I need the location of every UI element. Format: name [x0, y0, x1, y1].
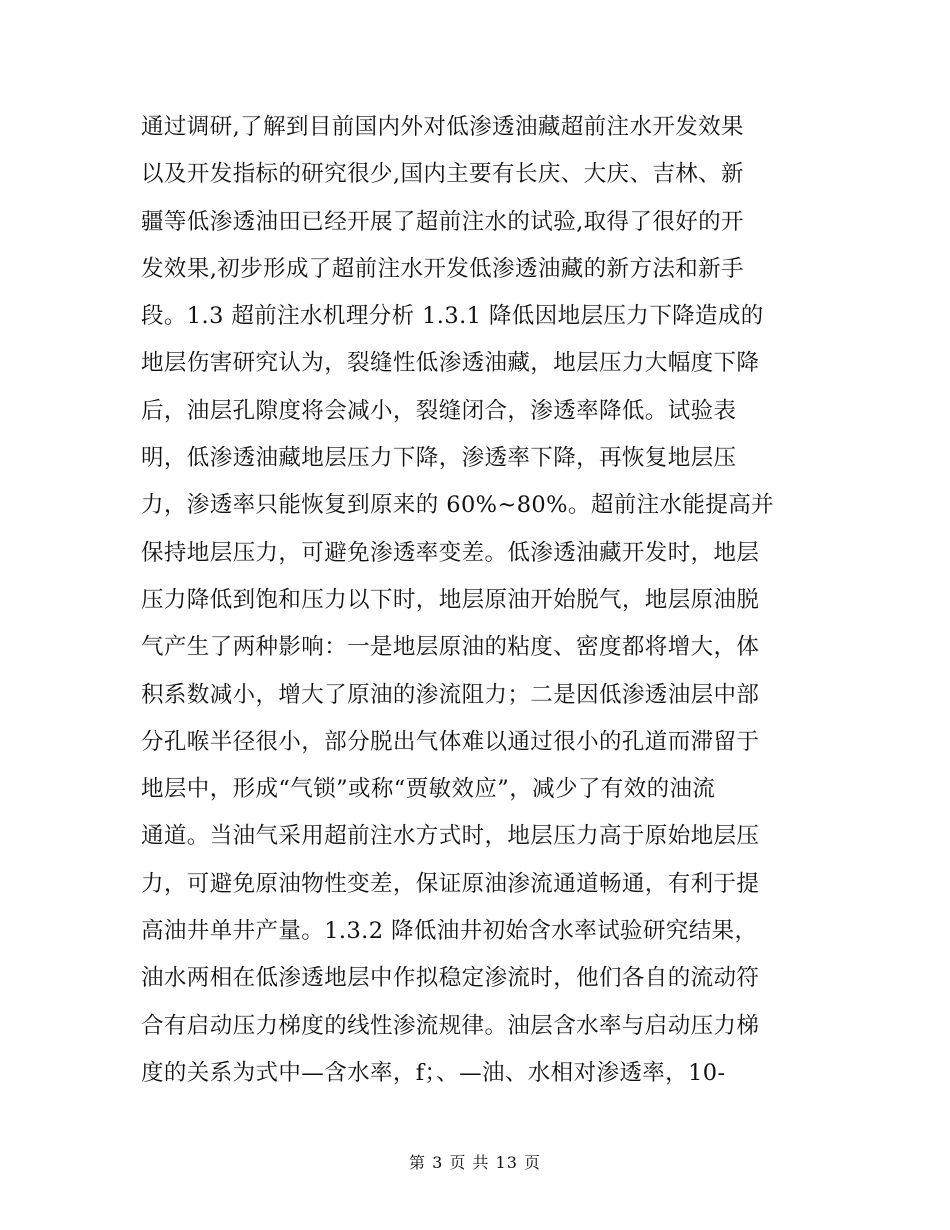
- text-line: 分孔喉半径很小，部分脱出气体难以通过很小的孔道而滞留于: [141, 728, 760, 755]
- text-line: 度的关系为式中—含水率，f；、—油、水相对渗透率，10-: [141, 1059, 726, 1086]
- text-line: 高油井单井产量。1.3.2 降低油井初始含水率试验研究结果，: [141, 918, 758, 945]
- text-line: 地层中，形成“气锁”或称“贾敏效应”，减少了有效的油流: [141, 776, 716, 803]
- text-line: 力，渗透率只能恢复到原来的 60%~80%。超前注水能提高并: [141, 492, 775, 519]
- text-line: 通过调研,了解到目前国内外对低渗透油藏超前注水开发效果: [141, 114, 744, 140]
- text-line: 疆等低渗透油田已经开展了超前注水的试验,取得了很好的开: [141, 208, 744, 235]
- text-line: 发效果,初步形成了超前注水开发低渗透油藏的新方法和新手: [141, 255, 744, 282]
- text-line: 压力降低到饱和压力以下时，地层原油开始脱气，地层原油脱: [141, 586, 760, 613]
- text-line: 力，可避免原油物性变差，保证原油渗流通道畅通，有利于提: [141, 870, 760, 897]
- text-line: 段。1.3 超前注水机理分析 1.3.1 降低因地层压力下降造成的: [141, 303, 764, 330]
- text-line: 以及开发指标的研究很少,国内主要有长庆、大庆、吉林、新: [141, 161, 744, 188]
- text-line: 保持地层压力，可避免渗透率变差。低渗透油藏开发时，地层: [141, 539, 760, 566]
- text-line: 明，低渗透油藏地层压力下降，渗透率下降，再恢复地层压: [141, 445, 737, 472]
- text-line: 通道。当油气采用超前注水方式时，地层压力高于原始地层压: [141, 823, 760, 850]
- text-line: 后，油层孔隙度将会减小，裂缝闭合，渗透率降低。试验表: [141, 397, 737, 424]
- text-line: 油水两相在低渗透地层中作拟稳定渗流时，他们各自的流动符: [141, 965, 760, 992]
- text-line: 气产生了两种影响：一是地层原油的粘度、密度都将增大，体: [141, 634, 760, 661]
- text-line: 地层伤害研究认为，裂缝性低渗透油藏，地层压力大幅度下降: [141, 350, 760, 377]
- page-footer: 第 3 页 共 13 页: [409, 1153, 541, 1172]
- body-text: [141, 104, 821, 1097]
- text-line: 合有启动压力梯度的线性渗流规律。油层含水率与启动压力梯: [141, 1012, 760, 1039]
- text-line: 积系数减小，增大了原油的渗流阻力；二是因低渗透油层中部: [141, 681, 760, 708]
